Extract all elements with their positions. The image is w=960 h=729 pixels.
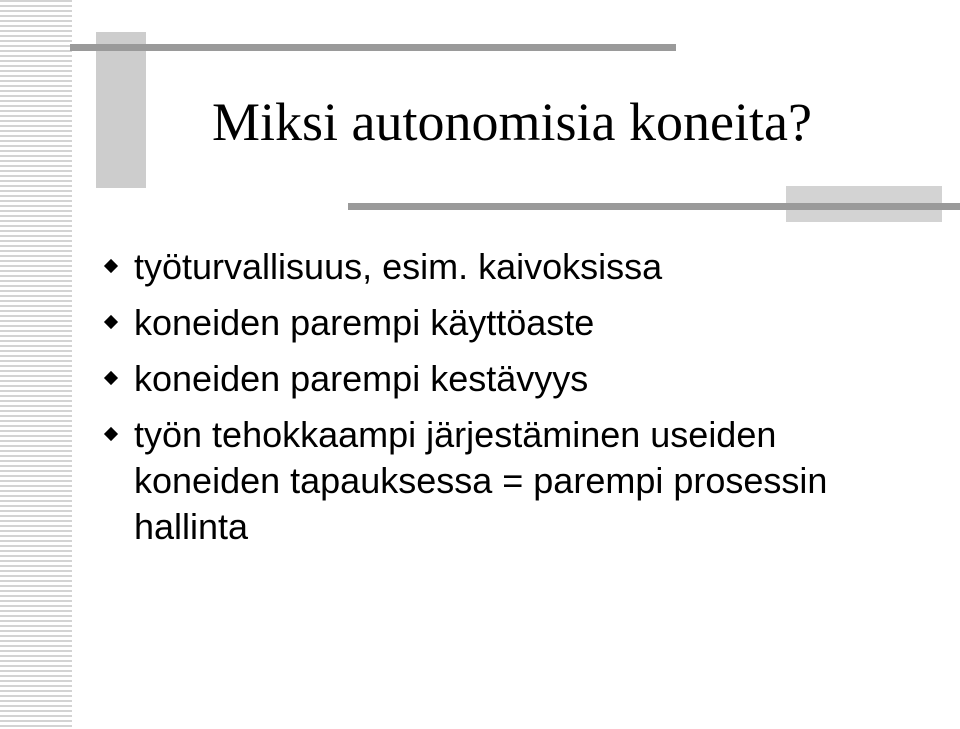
- bullet-list: [100, 244, 920, 560]
- bullet-text: työn tehokkaampi järjestäminen useiden koneiden tapauksessa = parempi prosessin hallinta: [134, 414, 828, 547]
- diamond-bullet-icon: [104, 315, 118, 329]
- slide-title: Miksi autonomisia koneita?: [212, 92, 812, 152]
- left-stripe-decoration: [0, 0, 72, 729]
- bullet-text: koneiden parempi kestävyys: [134, 358, 589, 399]
- bullet-item: [100, 244, 920, 290]
- bullet-item: [100, 356, 920, 402]
- title-accent-block: [96, 32, 146, 188]
- top-divider-bar: [70, 44, 676, 51]
- title-underline-bar: [348, 203, 960, 210]
- diamond-bullet-icon: [104, 371, 118, 385]
- bullet-item: [100, 300, 920, 346]
- bullet-text: työturvallisuus, esim. kaivoksissa: [134, 246, 663, 287]
- diamond-bullet-icon: [104, 259, 118, 273]
- bullet-text: koneiden parempi käyttöaste: [134, 302, 595, 343]
- bullet-item: [100, 412, 920, 550]
- diamond-bullet-icon: [104, 427, 118, 441]
